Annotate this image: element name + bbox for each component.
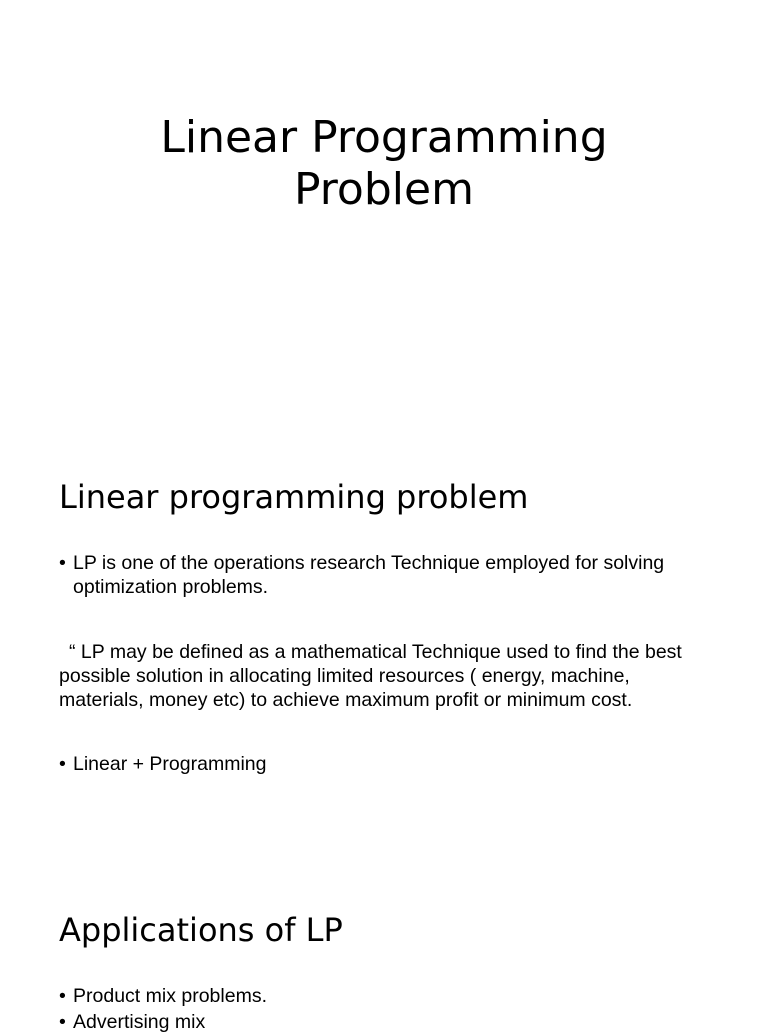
bullet-icon: •	[59, 552, 66, 574]
lp-definition-quote: “ LP may be defined as a mathematical Technique used to find the best possible solution in allocating limited resources ( energy, machine, materials, money etc) to achieve maximum profit or minimum cost.	[59, 641, 682, 711]
bullet-text: Product mix problems.	[73, 985, 267, 1007]
bullet-text: LP is one of the operations research Technique employed for solving optimization problems.	[73, 552, 665, 598]
bullet-icon: •	[59, 753, 66, 775]
bullet-item	[59, 1010, 719, 1034]
title-line-2: Problem	[294, 164, 474, 215]
slide-heading-applications: Applications of LP	[59, 911, 343, 949]
title-line-1: Linear Programming	[160, 112, 608, 163]
slide-heading-lp: Linear programming problem	[59, 478, 529, 516]
bullet-text: Linear + Programming	[73, 753, 267, 775]
bullet-text: Advertising mix	[73, 1011, 206, 1033]
bullet-icon: •	[59, 1011, 66, 1033]
bullet-icon: •	[59, 985, 66, 1007]
bullet-item	[59, 984, 719, 1008]
